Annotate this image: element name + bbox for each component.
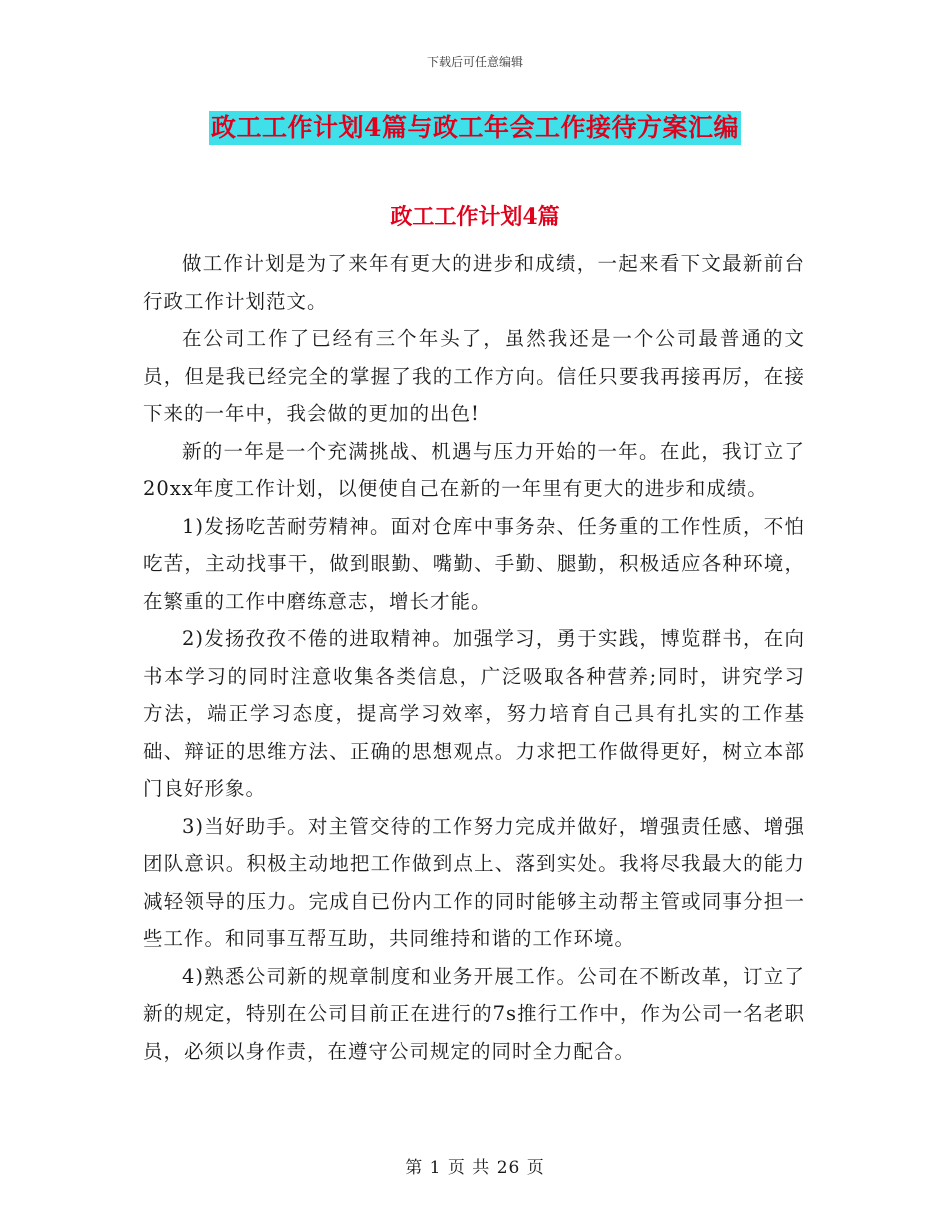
paragraph: 4)熟悉公司新的规章制度和业务开展工作。公司在不断改革，订立了新的规定，特别在公司目前正在进行的7s推行工作中，作为公司一名老职员，必须以身作责，在遵守公司规定的同时全力配合。 (143, 964, 805, 1063)
paragraph: 做工作计划是为了来年有更大的进步和成绩，一起来看下文最新前台行政工作计划范文。 (143, 252, 805, 313)
header-note: 下载后可任意编辑 (426, 55, 523, 69)
document-title-wrap (0, 111, 950, 145)
document-title: 政工工作计划4篇与政工年会工作接待方案汇编 (209, 111, 741, 145)
body-text (143, 245, 805, 1070)
paragraph: 2)发扬孜孜不倦的进取精神。加强学习，勇于实践，博览群书，在向书本学习的同时注意收集各类信息，广泛吸取各种营养;同时，讲究学习方法，端正学习态度，提高学习效率，努力培育自己具有扎实的工作基础、辩证的思维方法、正确的思想观点。力求把工作做得更好，树立本部门良好形象。 (143, 627, 805, 800)
paragraph: 1)发扬吃苦耐劳精神。面对仓库中事务杂、任务重的工作性质，不怕吃苦，主动找事干，做到眼勤、嘴勤、手勤、腿勤，积极适应各种环境，在繁重的工作中磨练意志，增长才能。 (143, 514, 805, 613)
section-title: 政工工作计划4篇 (390, 204, 560, 230)
paragraph: 新的一年是一个充满挑战、机遇与压力开始的一年。在此，我订立了20xx年度工作计划，以便使自己在新的一年里有更大的进步和成绩。 (143, 439, 805, 500)
paragraph: 在公司工作了已经有三个年头了，虽然我还是一个公司最普通的文员，但是我已经完全的掌握了我的工作方向。信任只要我再接再厉，在接下来的一年中，我会做的更加的出色! (143, 327, 805, 425)
page-number-footer: 第 1 页 共 26 页 (405, 1158, 545, 1178)
paragraph: 3)当好助手。对主管交待的工作努力完成并做好，增强责任感、增强团队意识。积极主动地把工作做到点上、落到实处。我将尽我最大的能力减轻领导的压力。完成自已份内工作的同时能够主动帮主管或同事分担一些工作。和同事互帮互助，共同维持和谐的工作环境。 (143, 814, 805, 950)
